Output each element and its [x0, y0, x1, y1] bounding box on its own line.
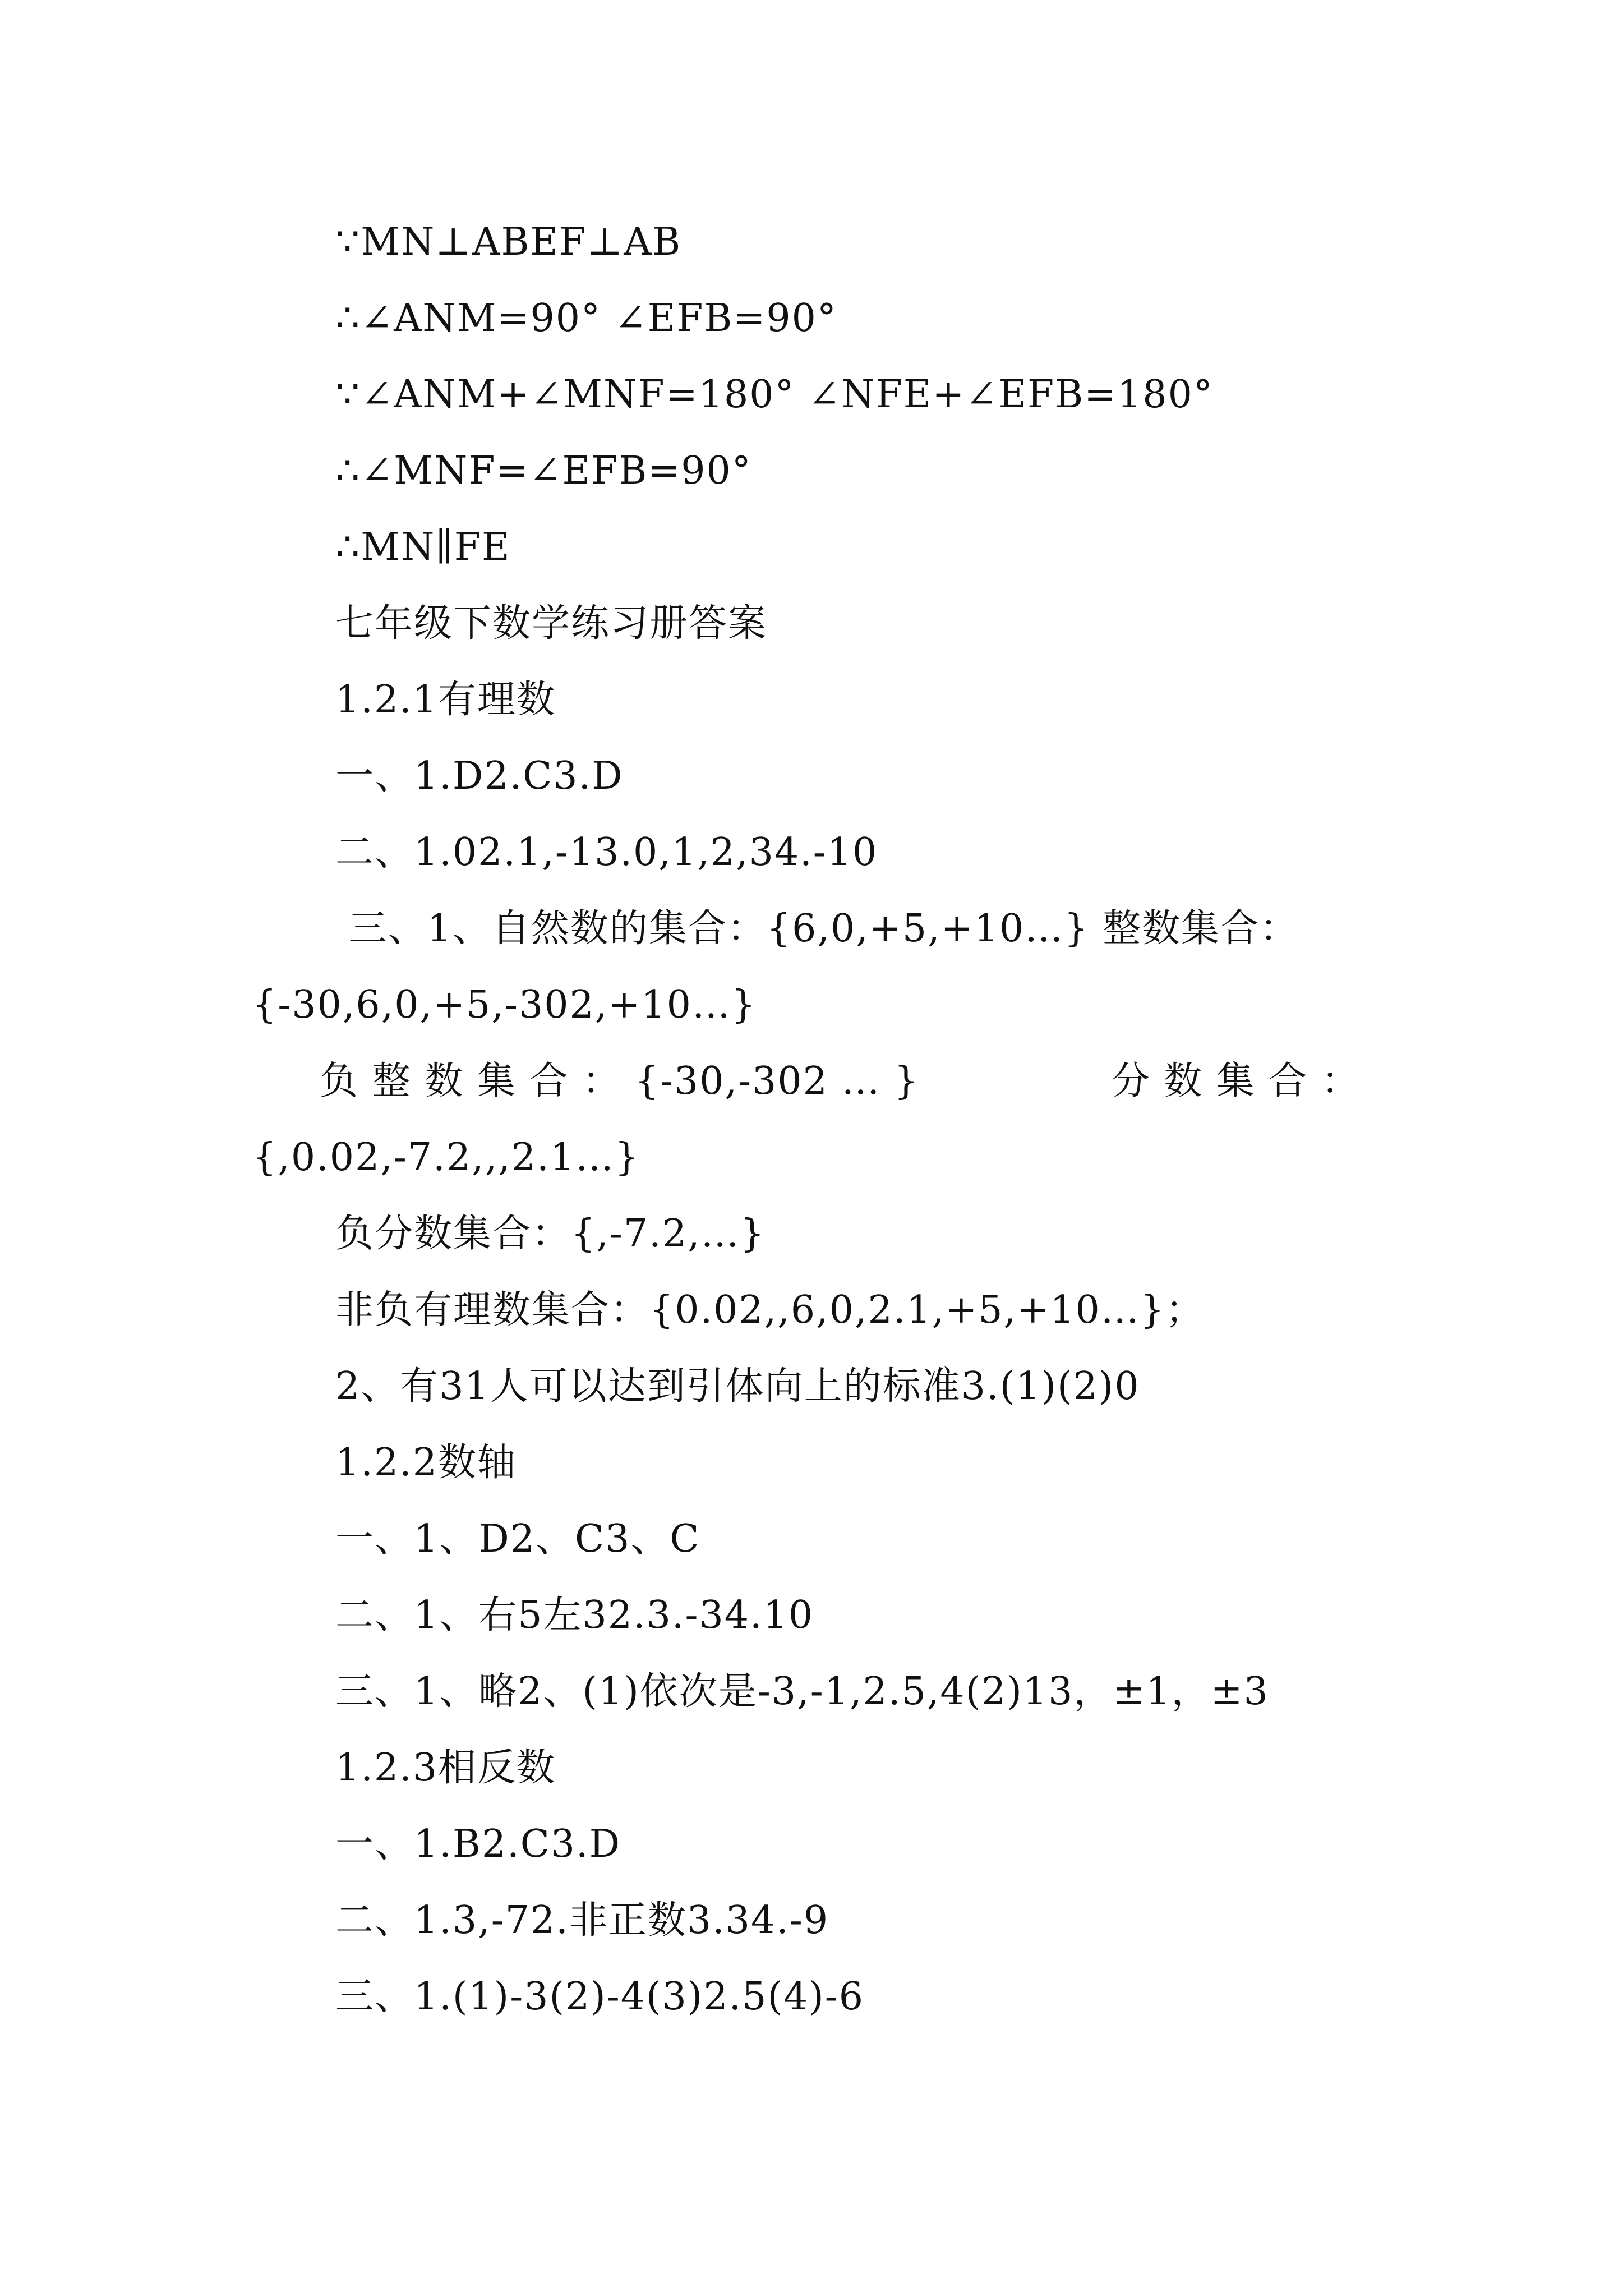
answer-line: 一、1.B2.C3.D	[335, 1822, 621, 1866]
answer-line: 三、1.(1)-3(2)-4(3)2.5(4)-6	[335, 1975, 865, 2019]
answer-line: 三、1、略2、(1)依次是-3,-1,2.5,4(2)13，±1，±3	[335, 1669, 1269, 1714]
answer-line: 一、1.D2.C3.D	[335, 754, 624, 798]
answer-line: 二、1.3,-72.非正数3.34.-9	[335, 1898, 829, 1943]
answer-line: 二、1、右5左32.3.-34.10	[335, 1593, 814, 1637]
answer-line: 2、有31人可以达到引体向上的标准3.(1)(2)0	[335, 1364, 1140, 1409]
section-title-1-2-3: 1.2.3相反数	[335, 1746, 556, 1790]
proof-line-given: ∵MN⊥ABEF⊥AB	[335, 220, 682, 264]
document-heading: 七年级下数学练习册答案	[335, 601, 768, 646]
answer-line: 一、1、D2、C3、C	[335, 1517, 700, 1561]
proof-line-right-angles: ∴∠ANM=90° ∠EFB=90°	[335, 296, 837, 341]
answer-line: 非负有理数集合：{0.02,,6,0,2.1,+5,+10…}；	[335, 1288, 1205, 1332]
section-title-1-2-1: 1.2.1有理数	[335, 678, 556, 722]
answer-line-continued: {,0.02,-7.2,,,2.1…}	[252, 1135, 640, 1180]
section-title-1-2-2: 1.2.2数轴	[335, 1441, 517, 1485]
answer-line-continued: {-30,6,0,+5,-302,+10…}	[252, 983, 757, 1027]
answer-line-justified	[252, 1053, 1361, 1110]
answer-line: 负分数集合：{,-7.2,…}	[335, 1212, 766, 1256]
answer-line: 三、1、自然数的集合：{6,0,+5,+10…} 整数集合：	[335, 907, 1299, 951]
answer-line: 二、1.02.1,-13.0,1,2,34.-10	[335, 830, 878, 875]
proof-line-equal-angles: ∴∠MNF=∠EFB=90°	[335, 449, 752, 493]
fraction-set-label: 分 数 集 合 ：	[1111, 1059, 1361, 1103]
proof-line-angle-sums: ∵∠ANM+∠MNF=180° ∠NFE+∠EFB=180°	[335, 372, 1214, 417]
negative-integer-set: 负 整 数 集 合 ： {-30,-302 … }	[320, 1059, 920, 1103]
proof-line-conclusion: ∴MN∥FE	[335, 525, 511, 569]
